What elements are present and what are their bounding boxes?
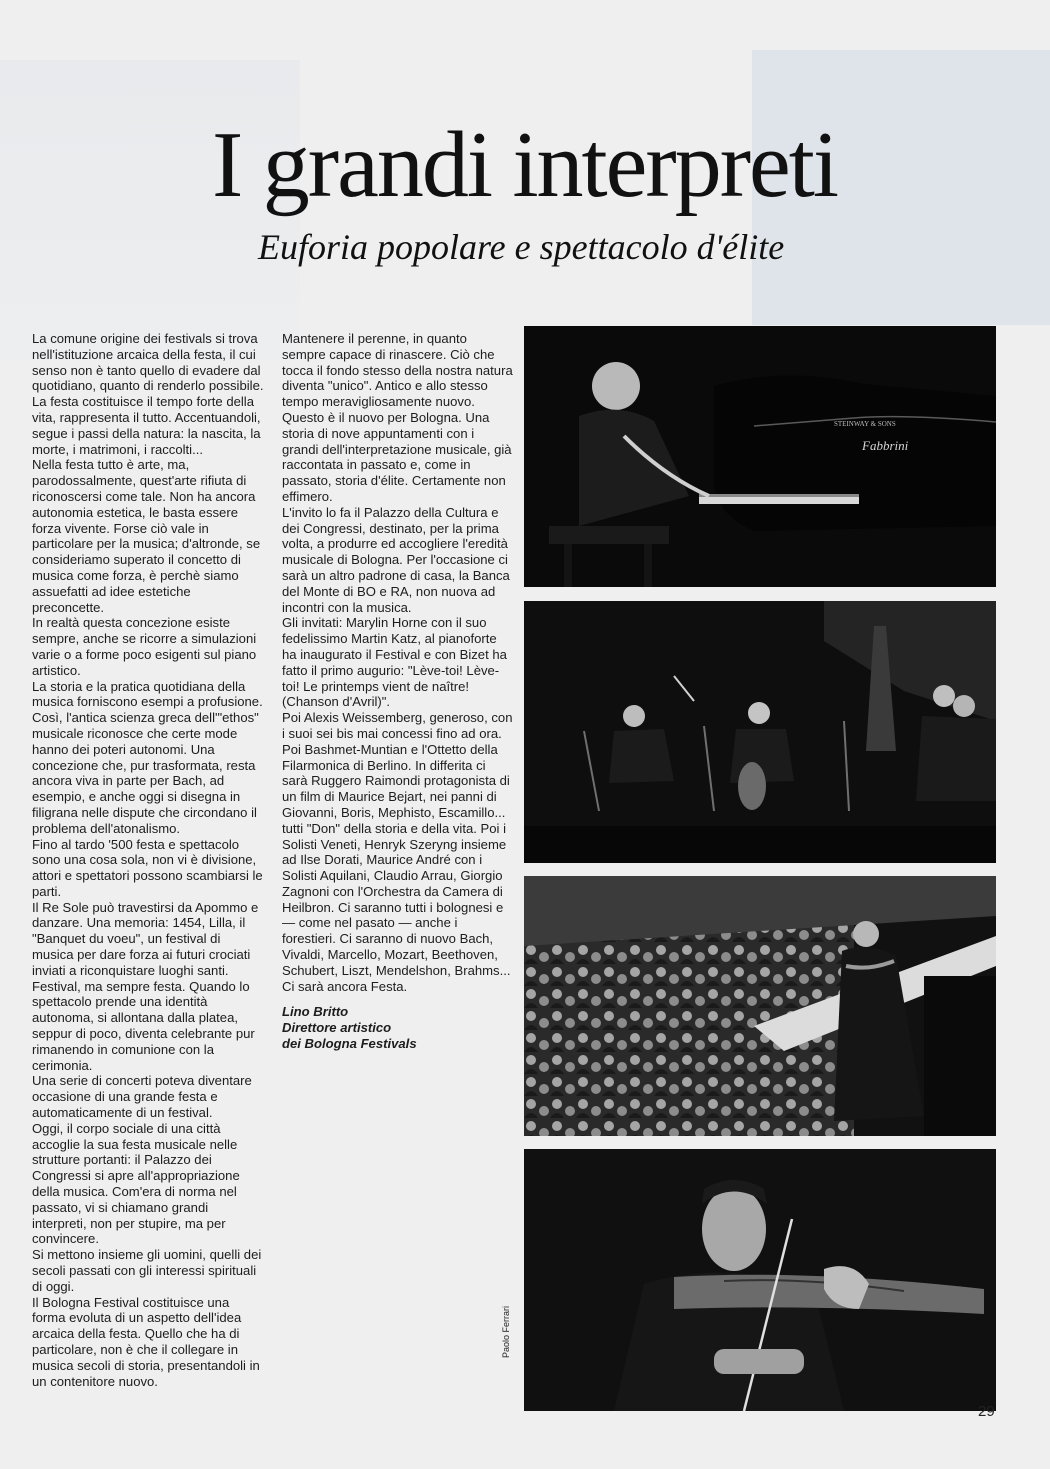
paragraph: Il Bologna Festival costituisce una forma evoluta di un aspetto dell'idea arcaica della festa. Quello che ha di particolare, non è che il collegare in musica secoli di storia, presentandoli in un contenitore nuovo. — [32, 1294, 260, 1389]
text-column-middle — [282, 331, 514, 1052]
paragraph: L'invito lo fa il Palazzo della Cultura e dei Congressi, destinato, per la prima volta, a produrre ed accogliere l'eredità musicale di Bologna. Per l'occasione ci sarà un altro padrone di casa, la Banca del Monte di BO e RA, non nuova ad incontri con la musica. — [282, 504, 510, 615]
paragraph: Questo è il nuovo per Bologna. Una storia di nove appuntamenti con i grandi dell'interpretazione musicale, già raccontata in passato e, come in passato, storia d'élite. Certamente non effimero. — [282, 409, 512, 504]
page-number: 29 — [978, 1403, 995, 1420]
paragraph: Il Re Sole può travestirsi da Apommo e danzare. Una memoria: 1454, Lilla, il "Banquet du voeu", un festival di musica per dare forza ai futuri crociati inviati a riconquistare luoghi santi. — [32, 899, 259, 978]
paragraph: Si mettono insieme gli uomini, quelli dei secoli passati con gli interessi spirituali di oggi. — [32, 1247, 262, 1294]
photo-credit: Paolo Ferrari — [501, 1305, 511, 1358]
article-title: I grandi interpreti — [212, 113, 837, 217]
paragraph: Una serie di concerti poteva diventare occasione di una grande festa e automaticamente di un festival. — [32, 1073, 252, 1121]
paragraph: La festa costituisce il tempo forte della vita, rappresenta il tutto. Accentuandoli, segue i passi della natura: la nascita, la morte, i matrimoni, i raccolti... — [32, 394, 261, 457]
signature-role: Direttore artistico — [282, 1020, 392, 1036]
signature-org: dei Bologna Festivals — [282, 1036, 417, 1052]
photo-singer-audience — [524, 876, 996, 1136]
paragraph: Fino al tardo '500 festa e spettacolo sono una cosa sola, non vi è divisione, attori e spettatori possono scambiarsi le parti. — [32, 836, 263, 899]
paragraph: La storia e la pratica quotidiana della musica forniscono esempi a profusione. Così, l'antica scienza greca dell'"ethos" musicale riconosce che certe mode hanno dei poteri autonomi. Una concezione che, pur trasformata, resta ancora viva in parte per Bach, ad esempio, e anche oggi si disegna in filigrana nelle dispute che circondano il problema dell'atonalismo. — [32, 678, 263, 836]
photo-pianist — [524, 326, 996, 587]
paragraph: Nella festa tutto è arte, ma, parodossalmente, quest'arte rifiuta di riconoscersi come tale. Non ha ancora autonomia estetica, le basta essere forza vivente. Forse ciò vale in particolare per la musica; d'altronde, se consideriamo superato il concetto di musica come forza, è perchè siamo assuefatti ad idee estetiche preconcette. — [32, 457, 261, 615]
article-subtitle: Euforia popolare e spettacolo d'élite — [258, 227, 785, 267]
signature — [282, 1004, 514, 1051]
paragraph: Gli invitati: Marylin Horne con il suo fedelissimo Martin Katz, al pianoforte ha inaugurato il Festival e con Bizet ha fatto il primo augurio: "Lève-toi! Lève-toi! Le printemps vient de naître! (Chanson d'Avril)". — [282, 615, 507, 710]
paragraph: In realtà questa concezione esiste sempre, anche se ricorre a simulazioni varie o a forme poco esigenti sul piano artistico. — [32, 615, 257, 678]
paragraph: Mantenere il perenne, in quanto sempre capace di rinascere. Ciò che tocca il fondo stesso della nostra natura diventa "unico". Antico e allo stesso tempo meravigliosamente nuovo. — [282, 331, 513, 410]
photo-violinist — [524, 1149, 996, 1411]
paragraph: La comune origine dei festivals si trova nell'istituzione arcaica della festa, il cui senso non è tanto quello di evadere dal quotidiano, quanto di renderlo possibile. — [32, 331, 264, 394]
paragraph: Oggi, il corpo sociale di una città accoglie la sua festa musicale nelle strutture portanti: il Palazzo dei Congressi si apre all'appropriazione della musica. Com'era di norma nel passato, vi si chiamano grandi interpreti, non per stupire, ma per convincere. — [32, 1120, 240, 1247]
photo-ensemble — [524, 601, 996, 863]
piano-dealer-text: Fabbrini — [862, 438, 909, 453]
paragraph: Poi Alexis Weissemberg, generoso, con i suoi sei bis mai concessi fino ad ora. Poi Bashmet-Muntian e l'Ottetto della Filarmonica di Berlino. In differita ci sarà Ruggero Raimondi protagonista di un film di Maurice Bejart, nei panni di Giovanni, Boris, Mephisto, Escamillo... tutti "Don" della storia e della vita. Poi i Solisti Veneti, Henryk Szeryng insieme ad Ilse Dorati, Maurice André con i Solisti Aquilani, Claudio Arrau, Giorgio Zagnoni con l'Orchestra da Camera di Heilbron. Ci saranno tutti i bolognesi e — come nel pasato — anche i forestieri. Ci saranno di nuovo Bach, Vivaldi, Marcello, Mozart, Beethoven, Schubert, Liszt, Mendelshon, Brahms... Ci sarà ancora Festa. — [282, 710, 513, 994]
text-column-left — [32, 331, 264, 1389]
signature-name: Lino Britto — [282, 1004, 349, 1020]
piano-brand-text: STEINWAY & SONS — [834, 420, 896, 428]
paragraph: Festival, ma sempre festa. Quando lo spettacolo prende una identità autonoma, si allontana dalla platea, seppur di poco, diventa celebrante pur rimanendo in comunione con la cerimonia. — [32, 978, 255, 1073]
